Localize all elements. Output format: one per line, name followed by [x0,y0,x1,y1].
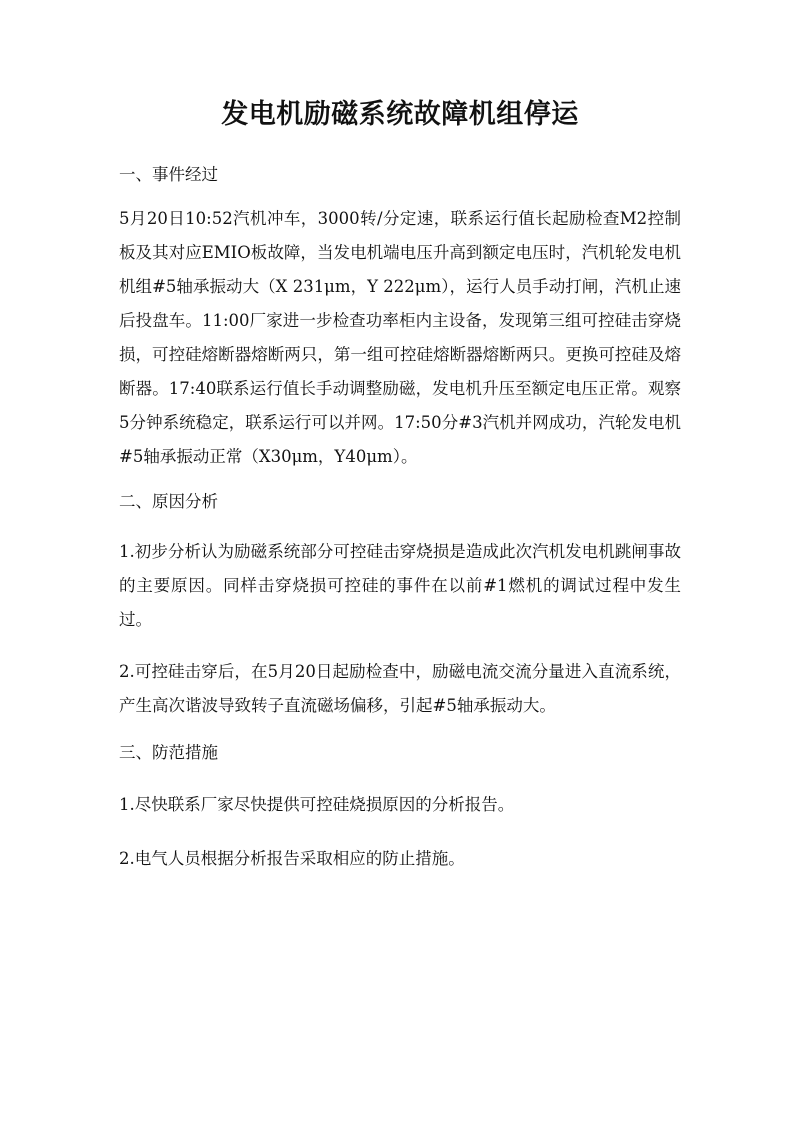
section-heading-prevention: 三、防范措施 [119,743,218,762]
section-heading-cause: 二、原因分析 [119,492,218,511]
cause-paragraph-1: 1.初步分析认为励磁系统部分可控硅击穿烧损是造成此次汽机发电机跳闸事故的主要原因。同样击穿烧损可控硅的事件在以前#1燃机的调试过程中发生过。 [119,542,681,629]
prevention-paragraph-2: 2.电气人员根据分析报告采取相应的防止措施。 [119,849,465,868]
cause-paragraph-2: 2.可控硅击穿后，在5月20日起励检查中，励磁电流交流分量进入直流系统，产生高次谐波导致转子直流磁场偏移，引起#5轴承振动大。 [119,662,681,715]
prevention-paragraph-1: 1.尽快联系厂家尽快提供可控硅烧损原因的分析报告。 [119,795,515,814]
incident-paragraph: 5月20日10:52汽机冲车，3000转/分定速，联系运行值长起励检查M2控制板及其对应EMIO板故障，当发电机端电压升高到额定电压时，汽机轮发电机机组#5轴承振动大（X 231μm，Y 222μm），运行人员手动打闸，汽机止速后投盘车。11:00厂家进一步检查功率柜内主设备，发现第三组可控硅击穿烧损，可控硅熔断器熔断两只，第一组可控硅熔断器熔断两只。更换可控硅及熔断器。17:40联系运行值长手动调整励磁，发电机升压至额定电压正常。观察5分钟系统稳定，联系运行可以并网。17:50分#3汽机并网成功，汽轮发电机#5轴承振动正常（X30μm，Y40μm）。 [119,209,681,466]
section-heading-incident: 一、事件经过 [119,165,218,184]
document-title: 发电机励磁系统故障机组停运 [221,99,579,130]
